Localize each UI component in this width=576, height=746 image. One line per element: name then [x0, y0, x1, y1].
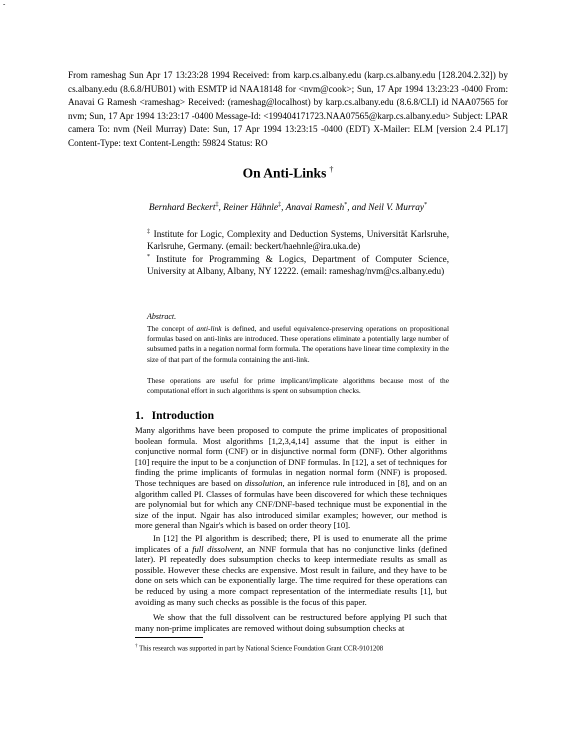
body-text: Many algorithms have been proposed to compute the prime implicates of propositional boolean formula. Most algorithms [1,2,3,4,14] assume that the input is either in conjunctive normal form (CNF) or in disjunctive normal form (DNF). Other algorithms [10] require the input to be a conjunction of DNF formulas. In [12], a set of techniques for finding the prime implicants of formulas in negation normal form (NNF) is proposed. Those techniques are based on: [135, 425, 447, 488]
abstract-paragraph-1: [147, 324, 449, 365]
author-mark: *: [344, 202, 348, 208]
body-paragraph-1: [135, 425, 447, 531]
abstract-text: is defined, and useful equivalence-preserving operations on propositional formulas based on anti-links are introduced. These operations eliminate a potentially large number of subsumed paths in a negation normal form formula. The operations have linear time complexity in the size of that part of the formula containing the anti-link.: [147, 324, 449, 364]
footnote-mark: †: [135, 644, 138, 649]
affiliation-albany: [147, 251, 449, 277]
author-list: Bernhard Beckert‡, Reiner Hähnle‡, Anavai Ramesh*, and Neil V. Murray*: [148, 202, 428, 214]
footnote-rule: [135, 637, 203, 638]
body-text: , an inference rule introduced in [8], and on an algorithm called PI. Classes of formulas have been discovered for which these techniques are polynomial but for which any CNF/DNF-based technique must be exponential in the size of the input. Ngair has also introduced similar examples; however, our method is more general than Ngair's which is based on order theory [10].: [135, 477, 447, 531]
body-text: In [12] the PI algorithm is described; there, PI is used to enumerate all the prime implicates of a: [135, 533, 447, 554]
title-text: On Anti-Links: [242, 165, 327, 181]
affiliation-mark: *: [147, 254, 150, 260]
section-number: 1.: [135, 410, 144, 422]
author-name: Anavai Ramesh: [285, 203, 345, 214]
author-mark: ‡: [215, 202, 219, 208]
corner-mark: -: [3, 0, 6, 8]
abstract-heading: Abstract.: [147, 312, 177, 321]
body-term: dissolution: [244, 477, 283, 488]
body-paragraph-3: We show that the full dissolvent can be restructured before applying PI such that many non-prime implicates are removed without doing subsumption checks at: [135, 612, 447, 633]
author-mark: *: [424, 202, 428, 208]
abstract-text: The concept of: [147, 324, 197, 333]
affiliation-karlsruhe: [147, 226, 449, 252]
author-mark: ‡: [278, 202, 282, 208]
footnote-text: This research was supported in part by National Science Foundation Grant CCR-9101208: [139, 645, 384, 653]
affiliation-text: Institute for Logic, Complexity and Deduction Systems, Universität Karlsruhe, Karlsruhe, Germany. (email: beckert/haehnle@ira.uka.de): [147, 229, 450, 252]
body-term: full dissolvent: [192, 543, 242, 554]
body-text: , an NNF formula that has no conjunctive links (defined later). PI repeatedly does subsumption checks to keep intermediate results as small as possible. However these checks are expensive. Most result in failure, and they have to be done on sets which can be exponentially large. The time required for these operations can be reduced by using a more compact representation of the intermediate results [1], but avoiding as many such checks as possible is the focus of this paper.: [135, 543, 447, 607]
section-title: Introduction: [151, 410, 215, 422]
affiliation-text: Institute for Programming & Logics, Department of Computer Science, University at Albany, Albany, NY 12222. (email: rameshag/nvm@cs.albany.edu): [147, 254, 449, 277]
paper-title: [0, 165, 576, 182]
author-name: Neil V. Murray: [368, 203, 425, 214]
section-heading: [135, 410, 214, 422]
author-name: Bernhard Beckert: [148, 203, 216, 214]
abstract-term: anti-link: [196, 324, 222, 333]
author-name: Reiner Hähnle: [223, 203, 279, 214]
footnote: [135, 644, 383, 652]
affiliation-mark: ‡: [147, 229, 151, 235]
email-header: From rameshag Sun Apr 17 13:23:28 1994 Received: from karp.cs.albany.edu (karp.cs.albany.edu [128.204.2.32]) by cs.albany.edu (8.6.8/HUB01) with ESMTP id NAA18148 for <nvm@cook>; Sun, 17 Apr 1994 13:23:23 -0400 From: Anavai G Ramesh <rameshag> Received: (rameshag@localhost) by karp.cs.albany.edu (8.6.8/CLI) id NAA07565 for nvm; Sun, 17 Apr 1994 13:23:17 -0400 Message-Id: <199404171723.NAA07565@karp.cs.albany.edu> Subject: LPAR camera To: nvm (Neil Murray) Date: Sun, 17 Apr 1994 13:23:15 -0400 (EDT) X-Mailer: ELM [version 2.4 PL17] Content-Type: text Content-Length: 59824 Status: RO: [68, 70, 508, 148]
title-footnote-mark: †: [329, 165, 334, 174]
abstract-paragraph-2: These operations are useful for prime implicant/implicate algorithms because most of the computational effort in such algorithms is spent on subsumption checks.: [147, 376, 449, 396]
body-paragraph-2: [135, 533, 447, 607]
